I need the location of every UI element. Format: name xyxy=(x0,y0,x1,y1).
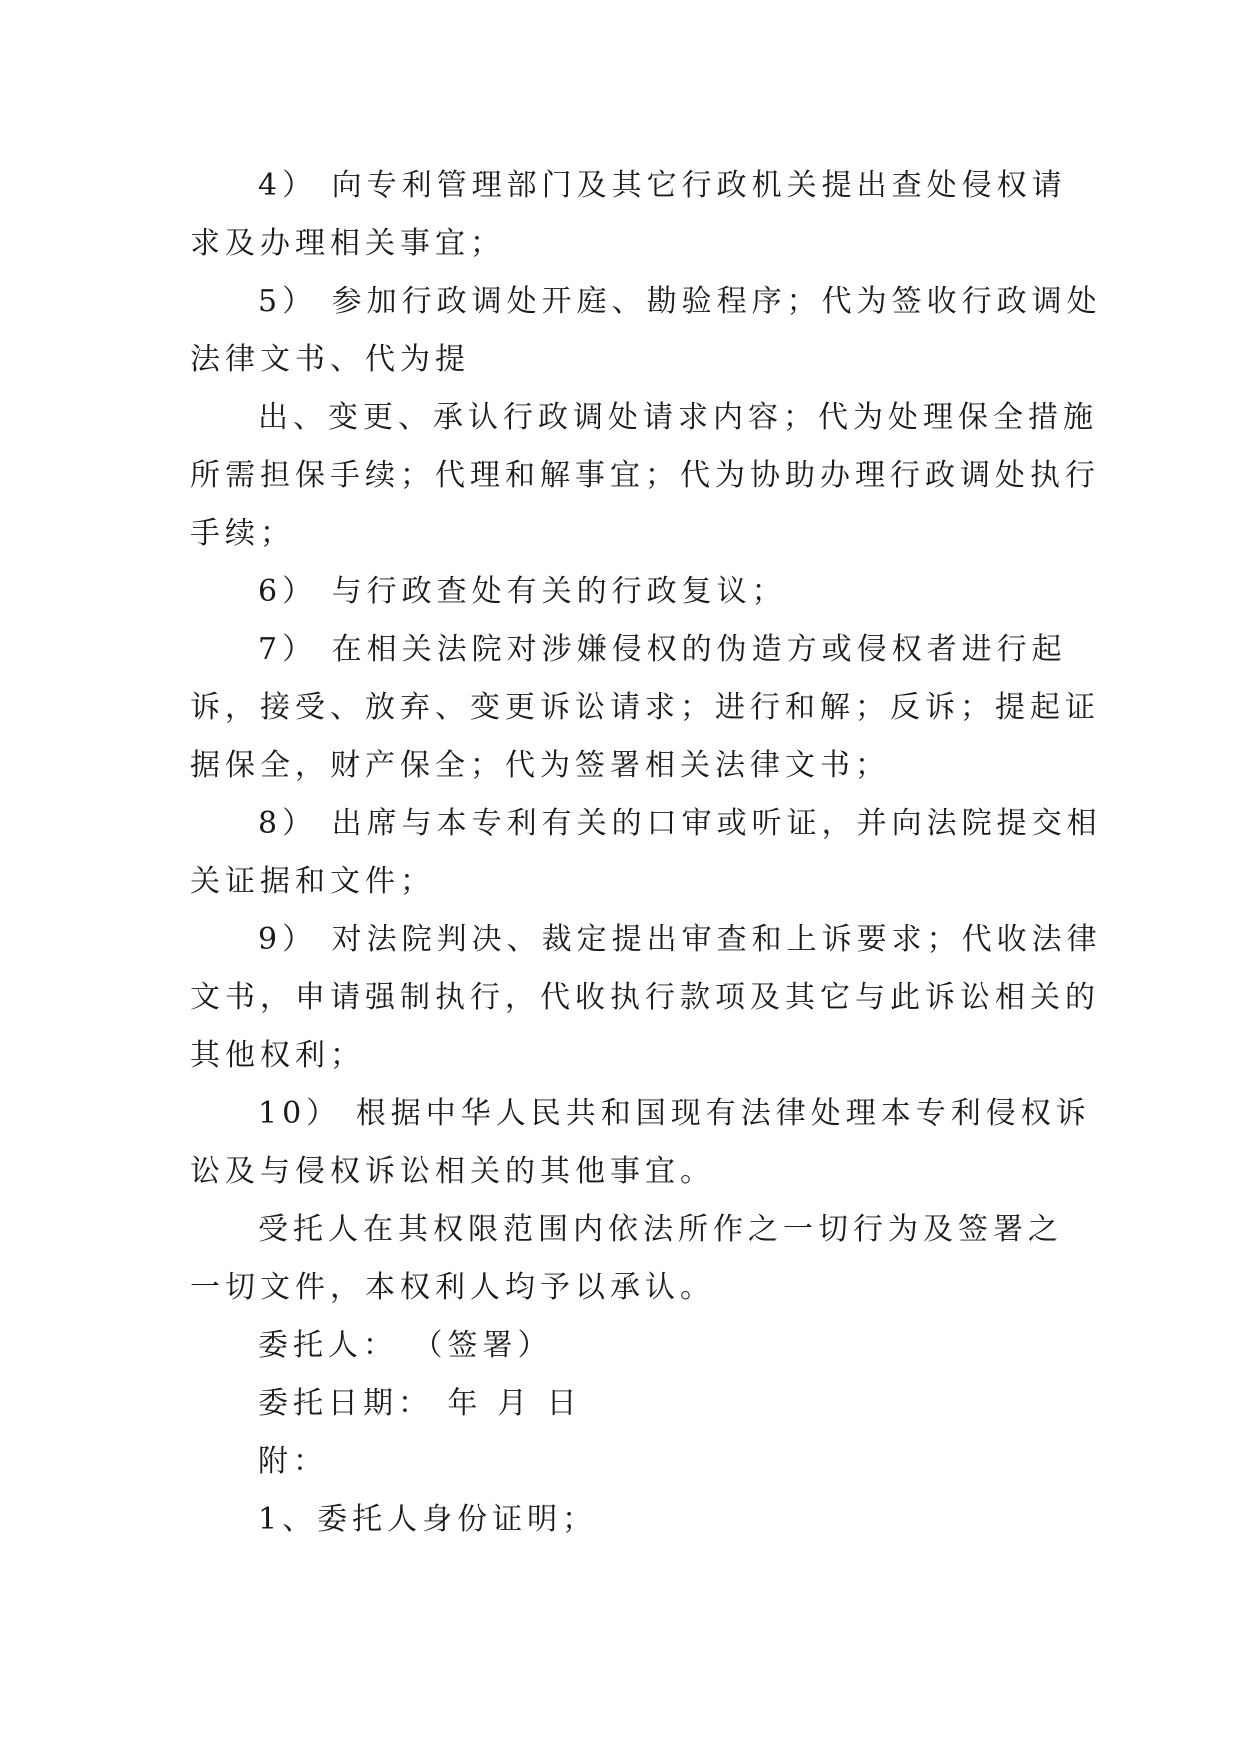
text-line: 求及办理相关事宜； xyxy=(190,226,505,261)
signatory-line: 委托人： （签署） xyxy=(258,1328,553,1363)
text-line: 受托人在其权限范围内依法所作之一切行为及签署之 xyxy=(258,1212,1063,1247)
text-line: 出、变更、承认行政调处请求内容；代为处理保全措施 xyxy=(258,400,1098,435)
text-line: 所需担保手续；代理和解事宜；代为协助办理行政调处执行 xyxy=(190,458,1100,493)
attachment-heading: 附： xyxy=(258,1444,328,1479)
text-line: 10） 根据中华人民共和国现有法律处理本专利侵权诉 xyxy=(258,1096,1091,1131)
date-line: 委托日期： 年 月 日 xyxy=(258,1386,582,1421)
text-line: 一切文件，本权利人均予以承认。 xyxy=(190,1270,715,1305)
text-line: 6） 与行政查处有关的行政复议； xyxy=(258,574,787,609)
text-line: 讼及与侵权诉讼相关的其他事宜。 xyxy=(190,1154,715,1189)
text-line: 5） 参加行政调处开庭、勘验程序；代为签收行政调处 xyxy=(258,284,1102,319)
text-line: 其他权利； xyxy=(190,1038,365,1073)
attachment-item: 1、委托人身份证明； xyxy=(258,1502,598,1537)
text-line: 关证据和文件； xyxy=(190,864,435,899)
text-line: 9） 对法院判决、裁定提出审查和上诉要求；代收法律 xyxy=(258,922,1102,957)
text-line: 文书，申请强制执行，代收执行款项及其它与此诉讼相关的 xyxy=(190,980,1100,1015)
text-line: 4） 向专利管理部门及其它行政机关提出查处侵权请 xyxy=(258,168,1067,203)
text-line: 据保全，财产保全；代为签署相关法律文书； xyxy=(190,748,890,783)
text-line: 诉，接受、放弃、变更诉讼请求；进行和解；反诉；提起证 xyxy=(190,690,1100,725)
text-line: 法律文书、代为提 xyxy=(190,342,470,377)
text-line: 7） 在相关法院对涉嫌侵权的伪造方或侵权者进行起 xyxy=(258,632,1067,667)
text-line: 8） 出席与本专利有关的口审或听证，并向法院提交相 xyxy=(258,806,1102,841)
text-line: 手续； xyxy=(190,516,295,551)
